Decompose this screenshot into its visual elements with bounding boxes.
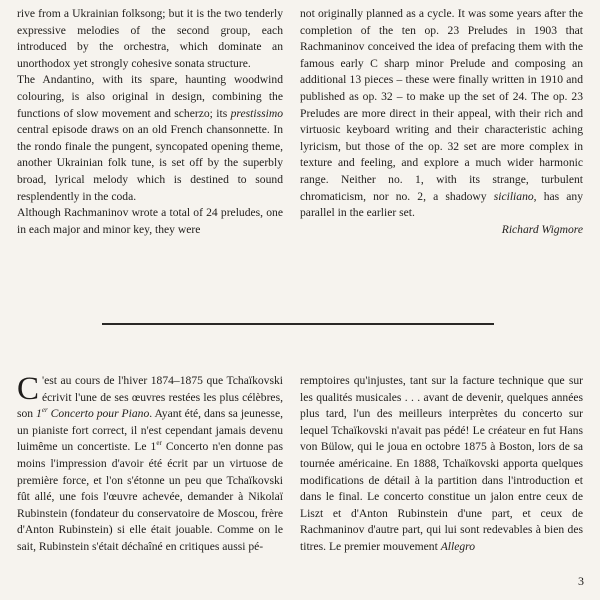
paragraph-text: , has any parallel in the earlier set.	[300, 189, 584, 220]
drop-cap: C	[17, 371, 40, 407]
italic-term: prestissimo	[230, 106, 283, 120]
french-paragraph	[17, 373, 283, 556]
italic-term: Allegro	[440, 539, 476, 553]
italic-term: 1	[36, 407, 42, 421]
paragraph-text: The Andantino, with its spare, haunting woodwind colouring, is also original in design, combining the functions of slow movement and scherzo; its	[17, 73, 283, 120]
french-left-column	[17, 373, 283, 556]
paragraph-text: central episode draws on an old French chansonnette. In the rondo finale the pungent, syncopated opening theme, another Ukrainian folk tune, is set off by the superbly broad, lyrical melody which is destined to sound resplendently in the coda.	[17, 123, 283, 203]
italic-term: siciliano	[493, 189, 534, 203]
author-signature: Richard Wigmore	[501, 222, 583, 236]
paragraph-text: Concerto n'en donne pas moins l'impression d'avoir été écrit par un virtuose de première force, et l'on s'étonne un peu que Tchaïkovski fût allé, une fois l'œuvre achevée, demander à Nikolaï Rubinstein (fondateur du conservatoire de Moscou, frère d'Anton Rubinstein) si elle était jouable. Comme on le sait, Rubinstein s'était déchaîné en critiques aussi pé-	[17, 440, 283, 553]
paragraph-text: . Ayant été, dans sa jeunesse, un pianiste fort correct, il n'est cependant jamais devenu luimême un concertiste. Le 1	[17, 407, 283, 454]
page-number: 3	[578, 574, 584, 588]
superscript: er	[41, 406, 48, 415]
superscript: er	[156, 439, 162, 448]
french-paragraph	[300, 373, 583, 556]
english-paragraph	[300, 6, 583, 222]
english-paragraph	[17, 72, 283, 205]
section-divider	[102, 323, 494, 325]
paragraph-text: not originally planned as a cycle. It was some years after the completion of the ten op. 23 Preludes in 1903 that Rachmaninov conceived the idea of prefacing them with the famous early C sharp minor Prelude and composing an additional 13 pieces – these were finally written in 1910 and published as op. 32 – to make up the set of 24. The op. 23 Preludes are more direct in their appeal, with their rich and virtuosic keyboard writing and their characteristic aching lyricism, but those of the op. 32 set are more complex in texture and feeling, and explore a much wider harmonic range. Neither no. 1, with its strange, turbulent chromaticism, nor no. 2, a shadowy	[300, 7, 583, 203]
paragraph-text: rive from a Ukrainian folksong; but it is the two tenderly expressive melodies of the second group, each introduced by the orchestra, which dominate an unorthodox yet strongly cohesive sonata structure.	[17, 7, 283, 70]
paragraph-text: Although Rachmaninov wrote a total of 24 preludes, one in each major and minor key, they were	[17, 206, 283, 236]
english-paragraph	[17, 205, 283, 238]
paragraph-text: remptoires qu'injustes, tant sur la facture technique que sur les qualités musicales . . . avant de devenir, quelques années plus tard, l'un des meilleurs interprètes du concerto sur lequel Tchaïkovski n'avait pas pédé! Le créateur en fut Hans von Bülow, qui le joua en octobre 1875 à Boston, lors de sa tournée américaine. En 1888, Tchaïkovski apporta quelques modifications de détail à la partition dans l'introduction et dans le final. Le concerto constitue un jalon entre ceux de Liszt et d'Anton Rubinstein d'une part, et ceux de Rachmaninov d'autre part, qui lui sont redevables à bien des titres. Le premier mouvement	[300, 374, 583, 553]
french-right-column	[300, 373, 583, 556]
italic-term: Concerto pour Piano	[47, 407, 150, 421]
english-left-column	[17, 6, 283, 238]
paragraph-text: 'est au cours de l'hiver 1874–1875 que Tchaïkovski écrivit l'une de ses œuvres restées les plus célèbres, son	[17, 374, 283, 421]
english-right-column	[300, 6, 583, 238]
english-paragraph	[17, 6, 283, 72]
